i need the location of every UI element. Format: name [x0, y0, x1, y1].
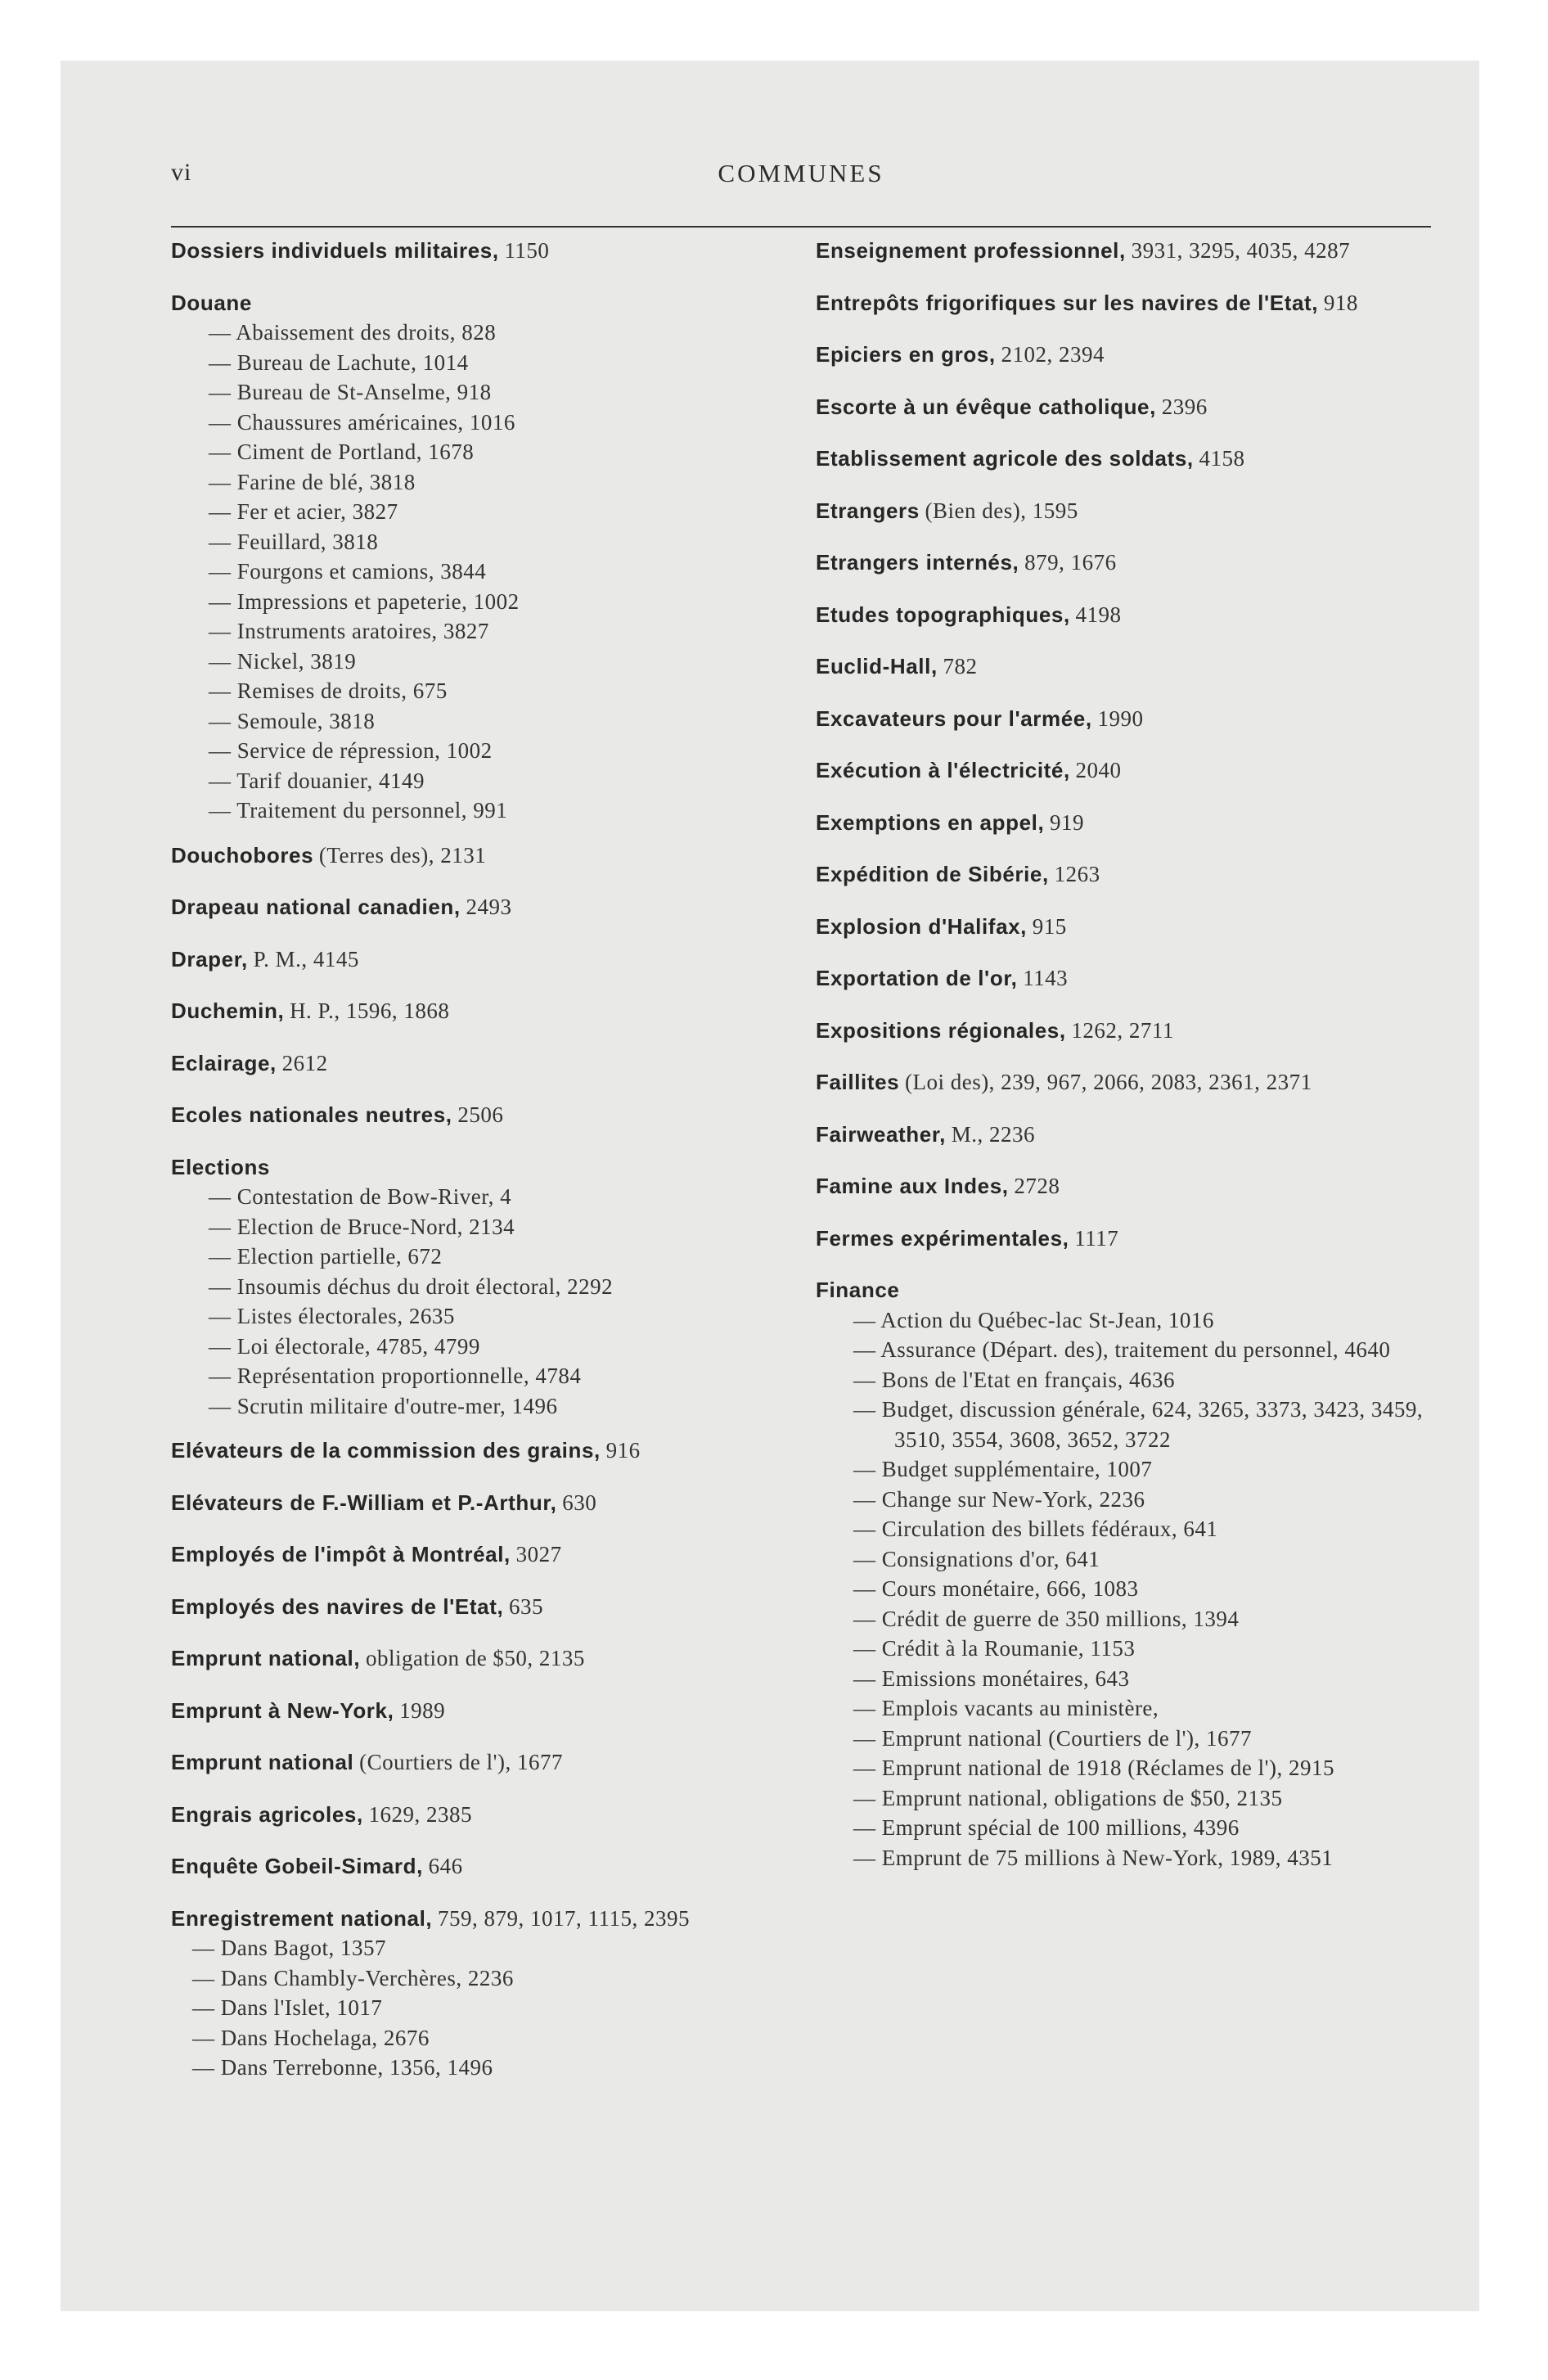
index-term: Epiciers en gros,	[816, 342, 996, 367]
index-entry	[816, 704, 1433, 734]
index-page-refs: 879, 1676	[1024, 550, 1117, 575]
index-term: Draper,	[171, 946, 248, 971]
index-column-right	[816, 236, 1433, 1887]
index-page-refs: 1150	[504, 238, 550, 263]
index-term: Fairweather,	[816, 1121, 946, 1147]
index-entry-heading	[816, 808, 1433, 838]
index-subentry: — Consignations d'or, 641	[853, 1546, 1100, 1571]
index-subentry: — Insoumis déchus du droit électoral, 2292	[209, 1273, 614, 1299]
index-term: Expositions régionales,	[816, 1017, 1066, 1043]
index-subentry: — Emplois vacants au ministère,	[853, 1696, 1159, 1720]
index-entry-heading	[171, 288, 789, 318]
index-term: Enregistrement national,	[171, 1905, 433, 1931]
index-entry	[816, 288, 1433, 318]
index-subentry: — Fourgons et camions, 3844	[209, 559, 487, 584]
index-entry-heading	[816, 288, 1433, 318]
index-entry-heading	[171, 236, 789, 266]
index-subentry: — Bons de l'Etat en français, 4636	[853, 1367, 1176, 1392]
index-entry-heading	[171, 1696, 789, 1726]
page-number: vi	[171, 159, 192, 186]
index-term: Elections	[171, 1154, 270, 1179]
index-entry-heading	[816, 1016, 1433, 1046]
index-term: Faillites	[816, 1070, 900, 1094]
index-page-refs: 2493	[466, 895, 512, 919]
index-entry-heading	[816, 963, 1433, 994]
index-term: Exemptions en appel,	[816, 809, 1045, 835]
index-term: Exportation de l'or,	[816, 966, 1018, 990]
index-entry	[171, 1747, 789, 1778]
index-term: Exécution à l'électricité,	[816, 758, 1070, 782]
index-entry	[171, 1800, 789, 1830]
index-subentry: — Cours monétaire, 666, 1083	[853, 1576, 1139, 1601]
index-subentry: — Emprunt national (Courtiers de l'), 1677	[853, 1725, 1253, 1751]
index-page-refs: 630	[562, 1490, 597, 1515]
index-page-refs: (Courtiers de l'), 1677	[359, 1750, 563, 1774]
index-entry	[816, 600, 1433, 630]
index-subentry: — Listes électorales, 2635	[209, 1304, 455, 1328]
index-subentry: — Emprunt national, obligations de $50, 2135	[853, 1785, 1283, 1810]
index-page-refs: 2612	[281, 1050, 328, 1075]
index-term: Duchemin,	[171, 998, 285, 1023]
index-entry	[816, 1016, 1433, 1046]
index-subentry: — Remises de droits, 675	[209, 678, 448, 703]
index-subentry: — Bureau de St-Anselme, 918	[209, 380, 492, 404]
index-subentry: — Loi électorale, 4785, 4799	[209, 1333, 480, 1359]
index-page-refs: M., 2236	[951, 1121, 1035, 1147]
index-subentry: — Assurance (Départ. des), traitement du personnel, 4640	[853, 1337, 1391, 1362]
index-entry	[816, 1067, 1433, 1098]
index-entry-heading	[816, 444, 1433, 474]
index-subentry: — Nickel, 3819	[209, 648, 357, 674]
index-term: Euclid-Hall,	[816, 654, 938, 678]
index-page-refs: 916	[605, 1438, 641, 1463]
index-entry	[816, 651, 1433, 682]
index-entry	[816, 444, 1433, 474]
index-term: Excavateurs pour l'armée,	[816, 705, 1092, 731]
index-term: Expédition de Sibérie,	[816, 862, 1049, 886]
index-subentry: — Semoule, 3818	[209, 708, 376, 733]
index-entry	[171, 1904, 789, 2083]
index-page-refs: 759, 879, 1017, 1115, 2395	[438, 1905, 690, 1931]
index-page-refs: 4198	[1075, 602, 1122, 627]
index-subentry: — Emprunt spécial de 100 millions, 4396	[853, 1815, 1240, 1840]
index-subentry: — Change sur New-York, 2236	[853, 1486, 1145, 1512]
index-subentry: — Farine de blé, 3818	[209, 469, 416, 494]
index-entry-heading	[171, 1851, 789, 1882]
index-entry	[816, 755, 1433, 786]
index-entry	[816, 340, 1433, 370]
index-entry-heading	[171, 1488, 789, 1518]
index-entry-heading	[171, 1436, 789, 1466]
index-page-refs: 1989	[399, 1697, 446, 1723]
index-entry	[171, 1436, 789, 1466]
index-entry	[816, 236, 1433, 266]
index-subentry: — Contestation de Bow-River, 4	[209, 1184, 512, 1209]
index-entry	[816, 859, 1433, 890]
index-subentry: — Abaissement des droits, 828	[209, 320, 497, 345]
index-entry	[171, 1851, 789, 1882]
index-term: Drapeau national canadien,	[171, 895, 461, 919]
index-subentry: — Election de Bruce-Nord, 2134	[209, 1214, 515, 1239]
index-term: Enquête Gobeil-Simard,	[171, 1854, 423, 1878]
index-subentry: — Election partielle, 672	[209, 1244, 443, 1269]
index-entry-heading	[171, 1100, 789, 1130]
index-subentry: — Fer et acier, 3827	[209, 499, 398, 524]
index-entry-heading	[816, 496, 1433, 526]
index-subentry: — Dans l'Islet, 1017	[192, 1995, 383, 2020]
index-entry	[171, 1488, 789, 1518]
index-entry-heading	[816, 236, 1433, 266]
index-term: Etudes topographiques,	[816, 602, 1070, 627]
index-term: Douchobores	[171, 842, 314, 868]
index-term: Enseignement professionnel,	[816, 238, 1126, 263]
index-term: Employés de l'impôt à Montréal,	[171, 1542, 511, 1566]
index-term: Elévateurs de F.-William et P.-Arthur,	[171, 1490, 557, 1515]
index-entry	[171, 1643, 789, 1674]
index-subentry: — Impressions et papeterie, 1002	[209, 588, 520, 614]
index-subentry: — Dans Chambly-Verchères, 2236	[192, 1965, 514, 1990]
index-entry	[171, 944, 789, 975]
index-entry-heading	[816, 1224, 1433, 1254]
index-entry	[171, 1592, 789, 1622]
index-page-refs: (Loi des), 239, 967, 2066, 2083, 2361, 2371	[904, 1070, 1312, 1094]
index-subentry: — Dans Hochelaga, 2676	[192, 2025, 430, 2050]
index-page-refs: 646	[428, 1854, 463, 1878]
index-subentry: — Emprunt de 75 millions à New-York, 1989, 4351	[853, 1845, 1334, 1870]
index-page-refs: 1263	[1054, 862, 1100, 886]
index-term: Douane	[171, 290, 252, 315]
index-entry-heading	[816, 859, 1433, 890]
index-entry	[171, 236, 789, 266]
index-subentry: — Instruments aratoires, 3827	[209, 619, 489, 643]
index-page-refs: 2728	[1014, 1174, 1060, 1198]
index-page-refs: 915	[1032, 913, 1067, 939]
index-term: Famine aux Indes,	[816, 1174, 1009, 1198]
index-term: Etrangers	[816, 498, 920, 523]
index-term: Engrais agricoles,	[171, 1801, 363, 1827]
index-entry-heading	[171, 1904, 789, 1934]
index-subentry: — Traitement du personnel, 991	[209, 798, 508, 823]
index-entry	[171, 1539, 789, 1570]
index-subentry: — Bureau de Lachute, 1014	[209, 349, 469, 375]
index-entry-heading	[171, 892, 789, 922]
index-subentry: — Action du Québec-lac St-Jean, 1016	[853, 1307, 1214, 1332]
index-page-refs: 2396	[1161, 394, 1208, 419]
index-page-refs: 635	[509, 1593, 544, 1619]
index-term: Escorte à un évêque catholique,	[816, 394, 1156, 419]
index-subentry: — Circulation des billets fédéraux, 641	[853, 1517, 1218, 1541]
index-subentry: — Tarif douanier, 4149	[209, 768, 425, 793]
index-entry-heading	[816, 548, 1433, 578]
index-page-refs: 3027	[515, 1542, 562, 1566]
index-term: Finance	[816, 1278, 900, 1302]
index-term: Etablissement agricole des soldats,	[816, 446, 1194, 471]
index-subentry: — Emissions monétaires, 643	[853, 1666, 1130, 1691]
index-term: Emprunt à New-York,	[171, 1697, 394, 1723]
index-entry-heading	[816, 651, 1433, 682]
index-term: Employés des navires de l'Etat,	[171, 1593, 504, 1619]
index-entry-heading	[171, 1152, 789, 1183]
index-subentry: — Dans Bagot, 1357	[192, 1936, 386, 1960]
index-page-refs: (Bien des), 1595	[925, 498, 1078, 523]
index-column-left	[171, 236, 789, 2098]
index-term: Eclairage,	[171, 1050, 277, 1075]
index-page-refs: 1629, 2385	[368, 1801, 473, 1827]
index-subentry: — Crédit de guerre de 350 millions, 1394	[853, 1606, 1240, 1631]
index-subentry: — Ciment de Portland, 1678	[209, 439, 475, 464]
header-rule	[171, 226, 1431, 228]
index-entry	[171, 288, 789, 826]
index-term: Dossiers individuels militaires,	[171, 238, 499, 263]
index-entry	[171, 1696, 789, 1726]
index-entry-heading	[816, 1275, 1433, 1305]
index-entry-heading	[171, 1048, 789, 1079]
index-entry	[816, 808, 1433, 838]
index-term: Ecoles nationales neutres,	[171, 1102, 452, 1127]
index-entry-heading	[171, 944, 789, 975]
index-entry	[171, 1048, 789, 1079]
index-entry-heading	[816, 704, 1433, 734]
index-page-refs: 1262, 2711	[1071, 1017, 1174, 1043]
index-entry-heading	[171, 1592, 789, 1622]
index-entry-heading	[816, 912, 1433, 942]
index-entry-heading	[171, 841, 789, 871]
index-term: Entrepôts frigorifiques sur les navires de l'Etat,	[816, 290, 1319, 315]
index-entry-heading	[171, 996, 789, 1026]
running-title: COMMUNES	[718, 159, 884, 187]
index-page-refs: 918	[1323, 290, 1358, 315]
index-page-refs: 1990	[1097, 705, 1144, 731]
index-page-refs: 2040	[1075, 758, 1122, 782]
index-entry	[816, 1171, 1433, 1201]
index-page-refs: 2506	[457, 1102, 504, 1127]
index-entry	[171, 1100, 789, 1130]
index-page-refs: 4158	[1199, 446, 1245, 471]
index-entry-heading	[816, 1171, 1433, 1201]
index-entry-heading	[171, 1643, 789, 1674]
index-page-refs: obligation de $50, 2135	[365, 1646, 585, 1670]
index-subentry: — Scrutin militaire d'outre-mer, 1496	[209, 1393, 558, 1418]
index-entry	[816, 392, 1433, 422]
index-entry	[816, 496, 1433, 526]
page-header	[171, 159, 1431, 200]
index-entry	[171, 892, 789, 922]
index-entry-heading	[171, 1800, 789, 1830]
index-entry-heading	[816, 1120, 1433, 1150]
index-entry-heading	[816, 392, 1433, 422]
index-entry-heading	[816, 600, 1433, 630]
index-subentry: — Service de répression, 1002	[209, 738, 493, 763]
index-entry	[816, 1120, 1433, 1150]
index-term: Explosion d'Halifax,	[816, 913, 1028, 939]
index-page-refs: 782	[943, 654, 978, 678]
index-term: Emprunt national	[171, 1750, 354, 1774]
index-subentry: — Dans Terrebonne, 1356, 1496	[192, 2055, 493, 2080]
index-entry	[816, 963, 1433, 994]
index-subentry: — Représentation proportionnelle, 4784	[209, 1364, 582, 1388]
index-subentry: — Feuillard, 3818	[209, 529, 379, 554]
index-page-refs: 3931, 3295, 4035, 4287	[1131, 238, 1351, 263]
index-term: Emprunt national,	[171, 1646, 361, 1670]
index-page-refs: P. M., 4145	[253, 946, 359, 971]
index-term: Fermes expérimentales,	[816, 1225, 1069, 1251]
index-entry-heading	[816, 340, 1433, 370]
index-entry	[171, 996, 789, 1026]
index-entry-heading	[171, 1539, 789, 1570]
index-page-refs: 2102, 2394	[1001, 342, 1105, 367]
index-subentry: — Emprunt national de 1918 (Réclames de l'), 2915	[853, 1756, 1334, 1780]
index-entry-heading	[816, 1067, 1433, 1098]
index-page-refs: H. P., 1596, 1868	[290, 998, 450, 1023]
index-page-refs: 919	[1050, 809, 1085, 835]
index-entry-heading	[816, 755, 1433, 786]
index-term: Elévateurs de la commission des grains,	[171, 1438, 601, 1463]
index-page-refs: 1143	[1023, 966, 1069, 990]
index-subentry: — Budget supplémentaire, 1007	[853, 1457, 1153, 1481]
index-entry-heading	[171, 1747, 789, 1778]
index-subentry: — Chaussures américaines, 1016	[209, 409, 515, 435]
index-entry	[816, 912, 1433, 942]
index-page-refs: 1117	[1074, 1225, 1119, 1251]
index-entry	[816, 1275, 1433, 1873]
index-entry	[171, 1152, 789, 1422]
index-entry	[816, 548, 1433, 578]
index-entry	[171, 841, 789, 871]
index-page-refs: (Terres des), 2131	[318, 842, 487, 868]
index-entry	[816, 1224, 1433, 1254]
index-subentry: — Crédit à la Roumanie, 1153	[853, 1636, 1136, 1661]
index-term: Etrangers internés,	[816, 550, 1019, 575]
index-subentry: — Budget, discussion générale, 624, 3265, 3373, 3423, 3459, 3510, 3554, 3608, 3652, 3722	[853, 1397, 1424, 1452]
